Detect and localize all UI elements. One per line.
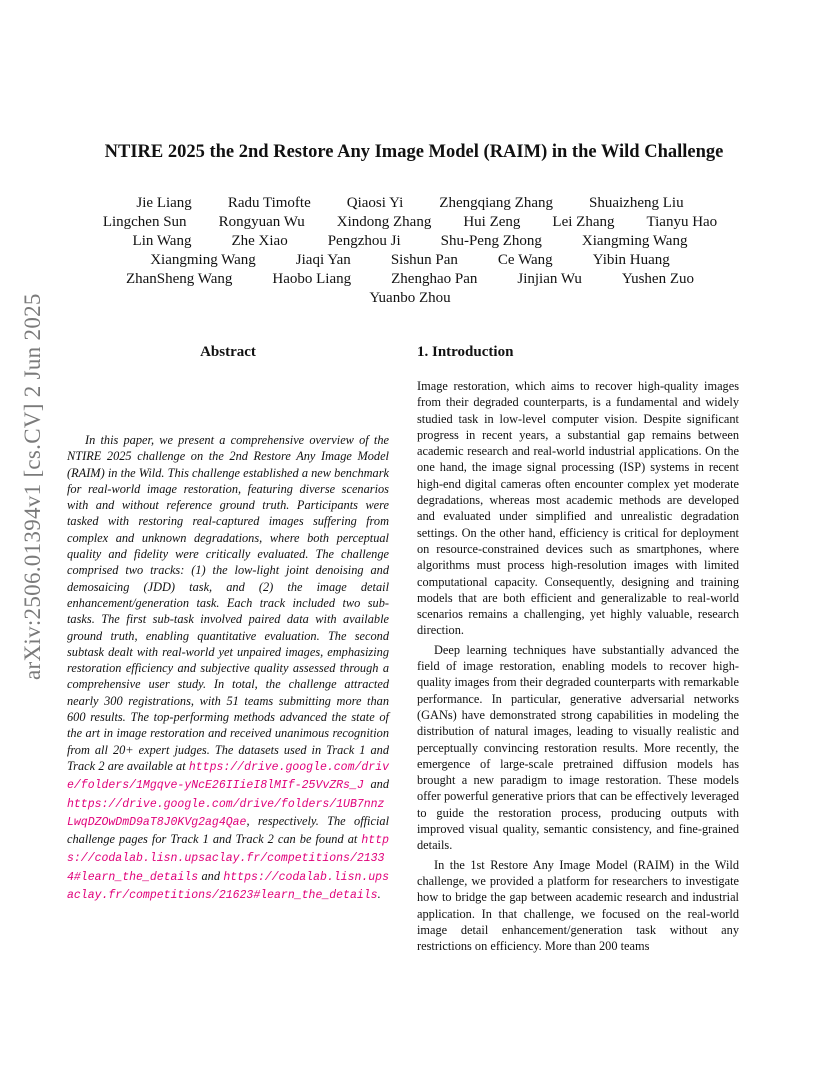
author-name: Hui Zeng [463, 214, 521, 230]
author-name: Yushen Zuo [621, 271, 694, 287]
author-row [60, 289, 760, 308]
author-name: Pengzhou Ji [327, 233, 401, 249]
abstract-end: . [377, 887, 381, 902]
author-name: Qiaosi Yi [346, 195, 404, 211]
author-name: Xiangming Wang [581, 233, 688, 249]
abstract-connector: and [363, 777, 389, 792]
introduction-paragraph: In the 1st Restore Any Image Model (RAIM) in the Wild challenge, we provided a platform for researchers to investigate how to bridge the gap between academic research and industrial application. In that challenge, we focused on the real-world image detail enhancement/generation task without any restrictions on efficiency. More than 200 teams [417, 857, 739, 954]
author-row [60, 213, 760, 232]
author-name: Lei Zhang [552, 214, 615, 230]
author-row [60, 232, 760, 251]
author-name: Haobo Liang [272, 271, 352, 287]
author-name: Rongyuan Wu [218, 214, 305, 230]
abstract-text [67, 432, 389, 904]
author-name: Sishun Pan [390, 252, 458, 268]
author-name: ZhanSheng Wang [125, 271, 233, 287]
author-name: Tianyu Hao [646, 214, 718, 230]
abstract-heading: Abstract [200, 344, 256, 360]
left-column [67, 344, 389, 904]
author-row [60, 194, 760, 213]
author-row [60, 251, 760, 270]
author-name: Jinjian Wu [517, 271, 582, 287]
author-name: Radu Timofte [227, 195, 311, 211]
author-name: Yibin Huang [592, 252, 670, 268]
challenge-link-track2[interactable]: https://codalab.lisn.upsaclay.fr/competitions/21623#learn_the_details [67, 870, 389, 903]
dataset-link-track1[interactable]: https://drive.google.com/drive/folders/1Mgqve-yNcE26IIieI8lMIf-25VvZRs_J [67, 760, 389, 793]
author-name: Yuanbo Zhou [369, 290, 451, 306]
introduction-paragraph: Deep learning techniques have substantially advanced the field of image restoration, enabling models to recover high-quality images from their degraded counterparts with remarkable performance. In particular, generative adversarial networks (GANs) have demonstrated strong capabilities in modeling the distribution of natural images, leading to visually realistic and perceptually convincing restoration results. More recently, the emergence of large-scale pretrained diffusion models has brought a new paradigm to image restoration. These models offer powerful generative priors that can be effectively leveraged to guide the restoration process, producing outputs with improved visual quality, semantic consistency, and fine-grained details. [417, 642, 739, 853]
author-name: Lin Wang [132, 233, 192, 249]
author-name: Shuaizheng Liu [589, 195, 684, 211]
author-name: Zhenghao Pan [391, 271, 478, 287]
abstract-connector: and [198, 868, 224, 883]
right-column [417, 344, 739, 957]
arxiv-side-stamp: arXiv:2506.01394v1 [cs.CV] 2 Jun 2025 [20, 293, 45, 680]
introduction-body [417, 378, 739, 954]
author-name: Jie Liang [136, 195, 192, 211]
challenge-link-track1[interactable]: https://codalab.lisn.upsaclay.fr/competitions/21334#learn_the_details [67, 834, 389, 884]
section-heading-introduction: 1. Introduction [417, 344, 514, 360]
dataset-link-track2[interactable]: https://drive.google.com/drive/folders/1UB7nnzLwqDZOwDmD9aT8J0KVg2ag4Qae [67, 797, 385, 829]
author-list [60, 194, 760, 308]
author-name: Xiangming Wang [150, 252, 256, 268]
author-name: Zhe Xiao [231, 233, 288, 249]
abstract-connector: , respectively. The official challenge pages for Track 1 and Track 2 can be found at [67, 813, 389, 847]
author-name: Xindong Zhang [336, 214, 432, 230]
author-name: Zhengqiang Zhang [439, 195, 553, 211]
author-name: Shu-Peng Zhong [440, 233, 542, 249]
paper-title: NTIRE 2025 the 2nd Restore Any Image Model (RAIM) in the Wild Challenge [104, 142, 724, 162]
abstract-body-text: In this paper, we present a comprehensive overview of the NTIRE 2025 challenge on the 2nd Restore Any Image Model (RAIM) in the Wild. This challenge established a new benchmark for real-world image restoration, featuring diverse scenarios with and without reference ground truth. Participants were tasked with restoring real-captured images suffering from complex and unknown degradations, where both perceptual quality and fidelity were critically evaluated. The challenge comprised two tracks: (1) the low-light joint denoising and demosaicing (JDD) task, and (2) the image detail enhancement/generation task. Each track included two sub-tasks. The first sub-task involved paired data with available ground truth, enabling quantitative evaluation. The second subtask dealt with real-world yet unpaired images, emphasizing restoration efficiency and subjective quality assessed through a comprehensive user study. In total, the challenge attracted nearly 300 registrations, with 51 teams submitting more than 600 results. The top-performing methods advanced the state of the art in image restoration and received unanimous recognition from all 20+ expert judges. The datasets used in Track 1 and Track 2 are available at [67, 433, 389, 773]
introduction-paragraph: Image restoration, which aims to recover high-quality images from their degraded counterparts, is a fundamental and widely studied task in low-level computer vision. Despite significant progress in recent years, a substantial gap remains between academic research and real-world industrial applications. On the one hand, the image signal processing (ISP) systems in recent high-end digital cameras often encounter complex yet moderate degradations, whereas most academic methods are developed and evaluated under simplified and unrealistic degradation settings. On the other hand, efficiency is critical for deployment on resource-constrained devices such as smartphones, where algorithms must process high-resolution images with limited computational capacity. Consequently, designing and training models that are both efficient and generalizable to real-world scenarios remains a challenging, yet highly valuable, research direction. [417, 379, 739, 638]
author-row [60, 270, 760, 289]
author-name: Ce Wang [497, 252, 553, 268]
author-name: Jiaqi Yan [295, 252, 351, 268]
author-name: Lingchen Sun [102, 214, 187, 230]
